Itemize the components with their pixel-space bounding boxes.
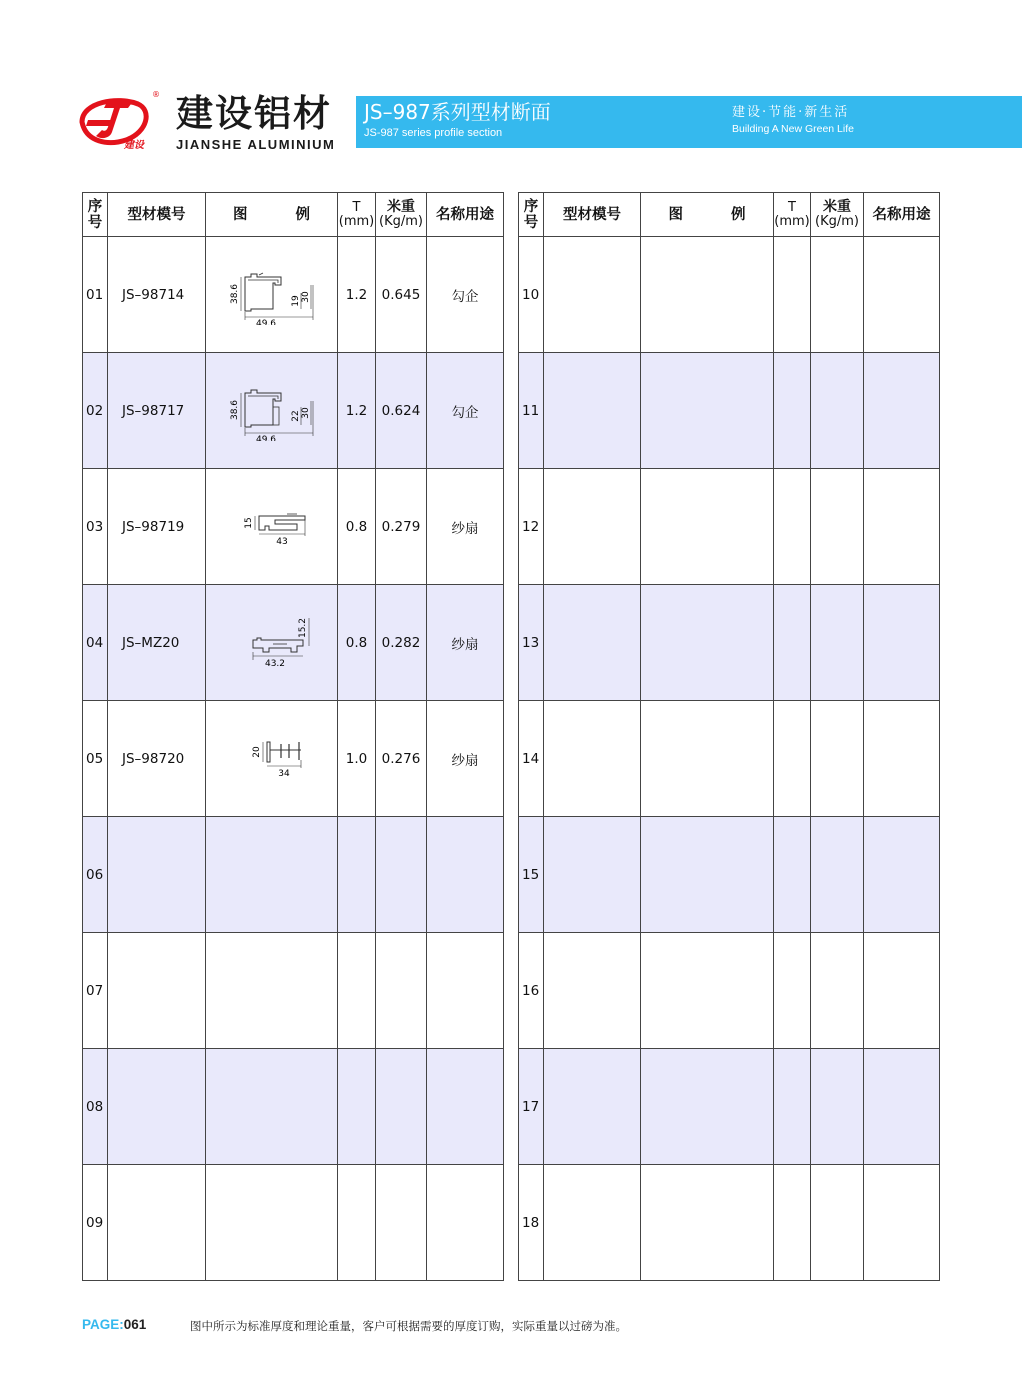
thickness-value (338, 1049, 376, 1165)
model-code (544, 1049, 641, 1165)
weight-value (811, 469, 864, 585)
row-number: 02 (83, 353, 108, 469)
weight-value (376, 817, 427, 933)
logo-small-text: 建设 (124, 140, 144, 151)
weight-value: 0.282 (376, 585, 427, 701)
profile-drawing (641, 1165, 774, 1281)
profile-drawing (641, 585, 774, 701)
usage-value: 勾企 (427, 353, 504, 469)
weight-value: 0.279 (376, 469, 427, 585)
dim-height: 15 (243, 516, 254, 529)
row-number: 11 (519, 353, 544, 469)
weight-value (376, 1049, 427, 1165)
header-usage: 名称用途 (864, 193, 940, 237)
thickness-value (338, 817, 376, 933)
profile-drawing (206, 353, 338, 469)
table-row (83, 353, 504, 469)
thickness-value (774, 353, 811, 469)
table-row (83, 1049, 504, 1165)
row-number: 12 (519, 469, 544, 585)
table-row (519, 933, 940, 1049)
thickness-value (774, 933, 811, 1049)
profile-table-right (518, 192, 940, 1281)
weight-value (811, 817, 864, 933)
row-number: 16 (519, 933, 544, 1049)
model-code (108, 933, 206, 1049)
table-row (519, 585, 940, 701)
model-code (108, 817, 206, 933)
weight-value: 0.645 (376, 237, 427, 353)
header-figure: 图 例 (641, 193, 774, 237)
thickness-value (774, 1049, 811, 1165)
model-code (544, 469, 641, 585)
table-row (83, 817, 504, 933)
header-seq: 序 号 (519, 193, 544, 237)
dim-width: 43 (275, 536, 288, 547)
dim-width: 43.2 (264, 658, 285, 669)
usage-value (864, 817, 940, 933)
model-code (108, 1165, 206, 1281)
dim-height: 15.2 (297, 617, 308, 638)
row-number: 09 (83, 1165, 108, 1281)
usage-value (864, 353, 940, 469)
table-row (519, 469, 940, 585)
title-banner (356, 96, 1022, 148)
profile-drawing (206, 237, 338, 353)
model-code (544, 817, 641, 933)
slogan-en: Building A New Green Life (732, 123, 854, 135)
footer-note: 图中所示为标准厚度和理论重量，客户可根据需要的厚度订购，实际重量以过磅为准。 (190, 1319, 627, 1333)
dim-width: 49.6 (255, 318, 276, 325)
row-number: 14 (519, 701, 544, 817)
model-code (108, 1049, 206, 1165)
header-seq: 序 号 (83, 193, 108, 237)
weight-value (811, 1049, 864, 1165)
row-number: 03 (83, 469, 108, 585)
dim-height: 38.6 (229, 399, 240, 420)
dim-height: 20 (251, 745, 262, 758)
logo-emblem-icon (78, 92, 158, 152)
row-number: 08 (83, 1049, 108, 1165)
thickness-value (774, 817, 811, 933)
profile-drawing (641, 237, 774, 353)
table-row (519, 817, 940, 933)
row-number: 07 (83, 933, 108, 1049)
model-code (544, 701, 641, 817)
header-model: 型材模号 (108, 193, 206, 237)
usage-value (864, 469, 940, 585)
thickness-value (774, 585, 811, 701)
table-row (83, 1165, 504, 1281)
dim-outer-height: 30 (300, 290, 311, 303)
row-number: 17 (519, 1049, 544, 1165)
model-code: JS–98717 (108, 353, 206, 469)
usage-value: 纱扇 (427, 469, 504, 585)
usage-value (427, 1165, 504, 1281)
weight-value (376, 1165, 427, 1281)
thickness-value (338, 1165, 376, 1281)
usage-value: 勾企 (427, 237, 504, 353)
usage-value: 纱扇 (427, 585, 504, 701)
weight-value (811, 1165, 864, 1281)
header-weight: 米重 (Kg/m) (811, 193, 864, 237)
table-row (83, 469, 504, 585)
weight-value (811, 353, 864, 469)
row-number: 18 (519, 1165, 544, 1281)
table-row (519, 1165, 940, 1281)
model-code (544, 237, 641, 353)
thickness-value (338, 933, 376, 1049)
usage-value (427, 933, 504, 1049)
weight-value (811, 933, 864, 1049)
dim-height: 38.6 (229, 283, 240, 304)
model-code: JS–98719 (108, 469, 206, 585)
dim-outer-height: 30 (300, 406, 311, 419)
profile-drawing (206, 933, 338, 1049)
row-number: 15 (519, 817, 544, 933)
dim-inner-height: 19 (290, 294, 301, 307)
weight-value (811, 585, 864, 701)
profile-drawing (206, 1165, 338, 1281)
thickness-value: 0.8 (338, 469, 376, 585)
model-code (544, 933, 641, 1049)
profile-drawing (206, 817, 338, 933)
profile-drawing (641, 701, 774, 817)
model-code (544, 1165, 641, 1281)
dim-width: 34 (277, 768, 290, 779)
profile-drawing (641, 933, 774, 1049)
profile-drawing (641, 353, 774, 469)
brand-name-en: JIANSHE ALUMINIUM (176, 137, 336, 152)
thickness-value: 1.2 (338, 237, 376, 353)
thickness-value: 1.0 (338, 701, 376, 817)
usage-value (864, 1165, 940, 1281)
thickness-value: 0.8 (338, 585, 376, 701)
brand-name-cn: 建设铝材 (176, 92, 332, 135)
weight-value: 0.624 (376, 353, 427, 469)
dim-width: 49.6 (255, 434, 276, 441)
row-number: 05 (83, 701, 108, 817)
page-label: PAGE: (82, 1317, 124, 1332)
table-row (519, 353, 940, 469)
table-header-row (519, 193, 940, 237)
table-header-row (83, 193, 504, 237)
table-row (83, 933, 504, 1049)
thickness-value (774, 701, 811, 817)
table-row (519, 237, 940, 353)
weight-value: 0.276 (376, 701, 427, 817)
usage-value (427, 1049, 504, 1165)
weight-value (811, 237, 864, 353)
profile-drawing (641, 1049, 774, 1165)
profile-drawing (641, 817, 774, 933)
profile-drawing (206, 1049, 338, 1165)
thickness-value (774, 1165, 811, 1281)
model-code: JS–98714 (108, 237, 206, 353)
row-number: 01 (83, 237, 108, 353)
table-row (83, 237, 504, 353)
profile-drawing (206, 469, 338, 585)
thickness-value (774, 469, 811, 585)
row-number: 10 (519, 237, 544, 353)
thickness-value (774, 237, 811, 353)
usage-value: 纱扇 (427, 701, 504, 817)
header-figure: 图 例 (206, 193, 338, 237)
usage-value (864, 701, 940, 817)
weight-value (376, 933, 427, 1049)
usage-value (864, 585, 940, 701)
table-row (519, 701, 940, 817)
profile-drawing (206, 585, 338, 701)
registered-mark: ® (152, 90, 160, 99)
thickness-value: 1.2 (338, 353, 376, 469)
model-code (544, 353, 641, 469)
page-title: JS–987系列型材断面 (364, 100, 551, 124)
dim-inner-height: 22 (290, 409, 301, 422)
usage-value (864, 1049, 940, 1165)
model-code (544, 585, 641, 701)
table-row (519, 1049, 940, 1165)
header-usage: 名称用途 (427, 193, 504, 237)
usage-value (427, 817, 504, 933)
header-model: 型材模号 (544, 193, 641, 237)
usage-value (864, 933, 940, 1049)
model-code: JS–98720 (108, 701, 206, 817)
page-number (82, 1316, 146, 1334)
profile-table-left (82, 192, 504, 1281)
usage-value (864, 237, 940, 353)
page-number-value: 061 (123, 1317, 147, 1332)
company-logo (78, 92, 158, 152)
slogan-cn: 建设·节能·新生活 (732, 105, 850, 120)
row-number: 06 (83, 817, 108, 933)
header-thickness: T (mm) (338, 193, 376, 237)
profile-drawing (641, 469, 774, 585)
header-weight: 米重 (Kg/m) (376, 193, 427, 237)
profile-drawing (206, 701, 338, 817)
weight-value (811, 701, 864, 817)
table-row (83, 701, 504, 817)
model-code: JS–MZ20 (108, 585, 206, 701)
row-number: 04 (83, 585, 108, 701)
header-thickness: T (mm) (774, 193, 811, 237)
page-subtitle: JS-987 series profile section (364, 127, 503, 139)
table-row (83, 585, 504, 701)
row-number: 13 (519, 585, 544, 701)
